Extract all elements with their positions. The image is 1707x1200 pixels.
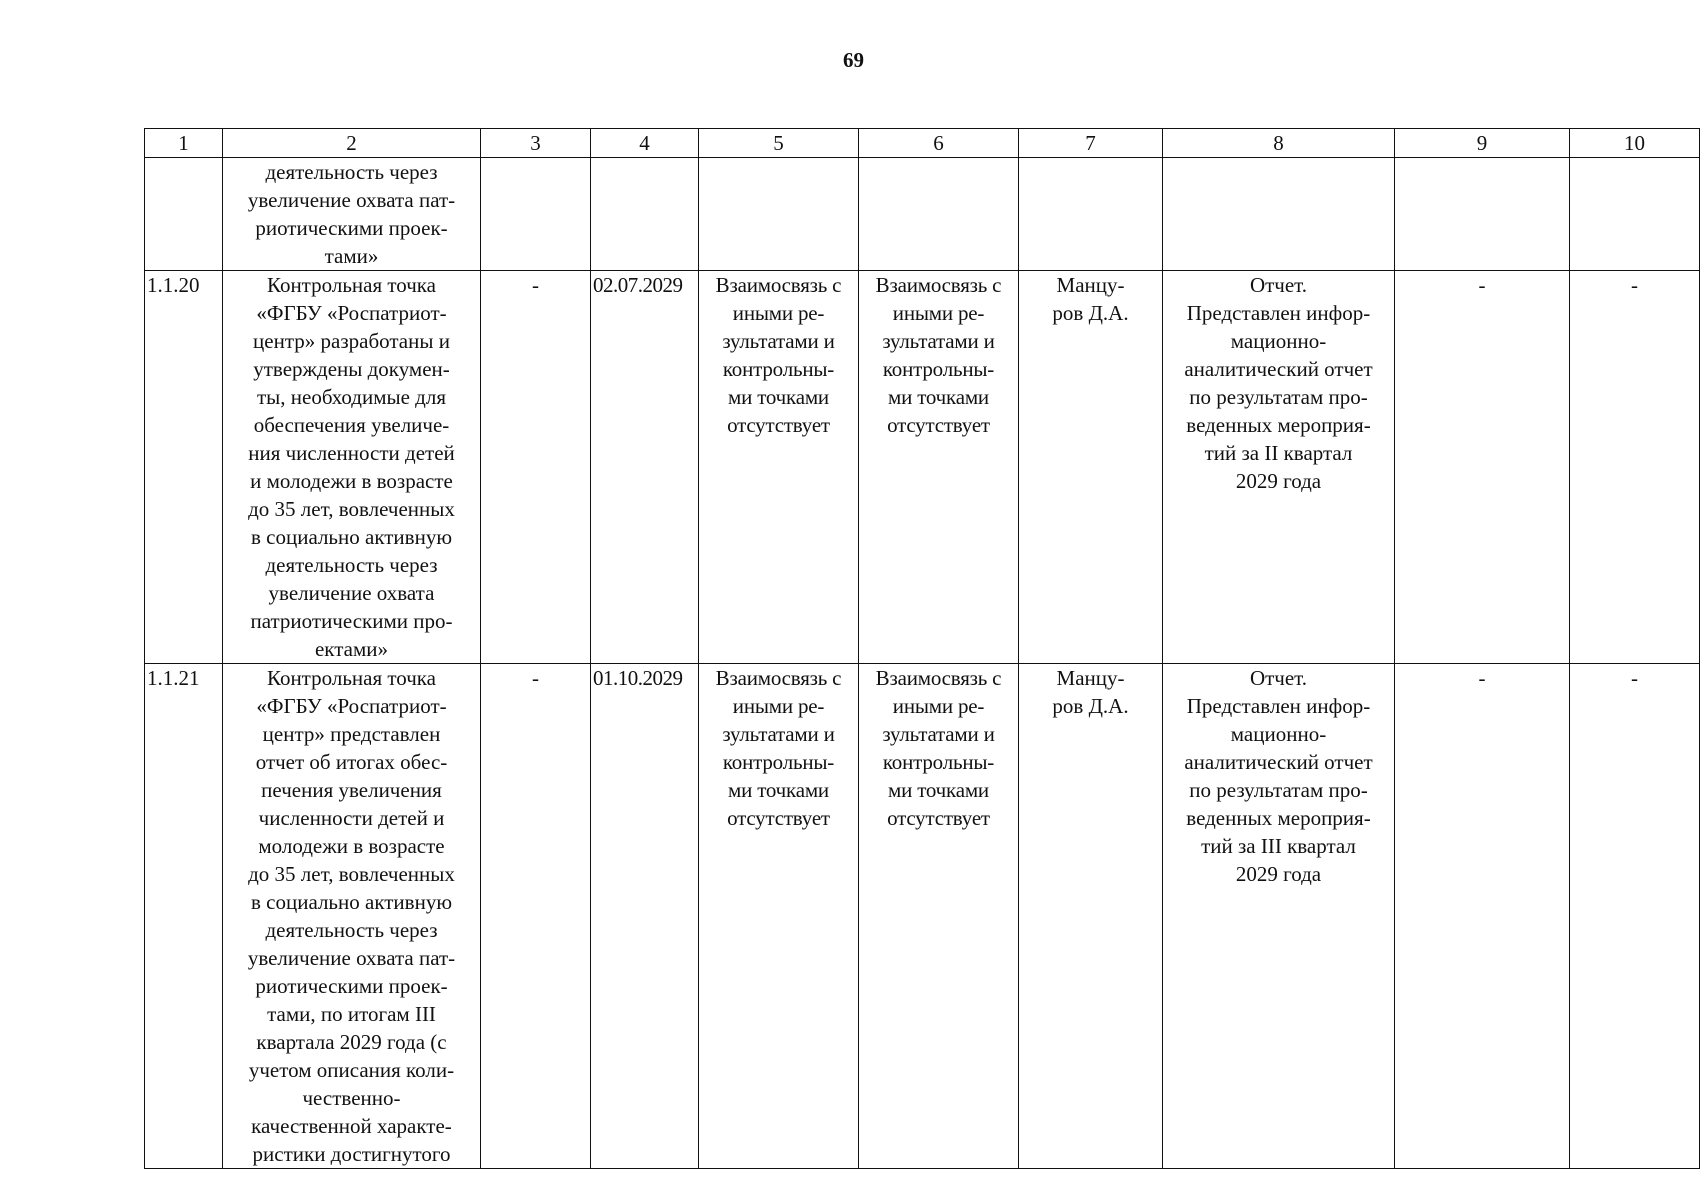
result-cell <box>1163 158 1395 271</box>
relation-line: отсутствует <box>727 806 830 830</box>
header-col-7: 7 <box>1019 129 1163 158</box>
description-line: Контрольная точка <box>266 273 436 297</box>
description-line: риотическими проек- <box>255 216 448 240</box>
description-line: и молодежи в возрасте <box>250 469 453 493</box>
header-col-10: 10 <box>1570 129 1700 158</box>
relation-results-cell <box>699 271 859 664</box>
description-line: в социально активную <box>250 525 453 549</box>
responsible-line: ров Д.А. <box>1052 694 1129 718</box>
plan-table <box>144 128 1700 1169</box>
header-col-1: 1 <box>145 129 223 158</box>
relation-points-cell <box>859 271 1019 664</box>
relation-line: контрольны- <box>882 357 995 381</box>
result-line: по результатам про- <box>1189 778 1368 802</box>
col9-cell: - <box>1395 271 1570 664</box>
description-line: деятельность через <box>265 160 438 184</box>
description-line: ты, необходимые для <box>256 385 447 409</box>
result-line: веденных мероприя- <box>1186 413 1371 437</box>
description-line: численности детей и <box>258 806 445 830</box>
description-line: отчет об итогах обес- <box>255 750 448 774</box>
col10-cell: - <box>1570 271 1700 664</box>
description-line: деятельность через <box>265 553 438 577</box>
description-line: печения увеличения <box>261 778 442 802</box>
header-col-6: 6 <box>859 129 1019 158</box>
description-line: чественно- <box>302 1086 401 1110</box>
result-line: Представлен инфор- <box>1186 694 1371 718</box>
relation-line: иными ре- <box>732 301 825 325</box>
description-line: патриотическими про- <box>250 609 453 633</box>
result-line: Отчет. <box>1249 666 1308 690</box>
description-line: квартала 2029 года (с <box>256 1030 447 1054</box>
description-line: увеличение охвата пат- <box>247 188 456 212</box>
relation-line: иными ре- <box>732 694 825 718</box>
relation-line: Взаимосвязь с <box>875 273 1002 297</box>
relation-line: ми точками <box>728 778 829 802</box>
date-cell <box>591 158 699 271</box>
relation-line: отсутствует <box>727 413 830 437</box>
header-col-5: 5 <box>699 129 859 158</box>
result-line: аналитический отчет <box>1184 750 1373 774</box>
description-line: обеспечения увеличе- <box>253 413 450 437</box>
page-number: 69 <box>843 48 864 72</box>
relation-line: зультатами и <box>882 329 995 353</box>
responsible-line: Манцу- <box>1056 666 1125 690</box>
description-line: «ФГБУ «Роспатриот- <box>256 301 447 325</box>
description-cell <box>223 271 481 664</box>
description-cell <box>223 664 481 1169</box>
relation-line: зультатами и <box>722 329 835 353</box>
relation-points-cell <box>859 158 1019 271</box>
relation-line: Взаимосвязь с <box>715 666 842 690</box>
table-header-row <box>145 129 1700 158</box>
description-line: ния численности детей <box>248 441 455 465</box>
result-line: 2029 года <box>1235 862 1322 886</box>
relation-line: отсутствует <box>887 806 990 830</box>
date-cell: 01.10.2029 <box>591 664 699 1169</box>
col3-cell <box>481 158 591 271</box>
col10-cell: - <box>1570 664 1700 1169</box>
col3-cell: - <box>481 664 591 1169</box>
relation-points-cell <box>859 664 1019 1169</box>
relation-line: иными ре- <box>892 301 985 325</box>
responsible-line: Манцу- <box>1056 273 1125 297</box>
col9-cell <box>1395 158 1570 271</box>
description-line: тами, по итогам III <box>267 1002 436 1026</box>
row-number-cell: 1.1.20 <box>145 271 223 664</box>
description-line: увеличение охвата пат- <box>247 946 456 970</box>
result-cell <box>1163 271 1395 664</box>
description-line: учетом описания коли- <box>248 1058 455 1082</box>
description-line: до 35 лет, вовлеченных <box>248 497 455 521</box>
relation-line: контрольны- <box>882 750 995 774</box>
responsible-line: ров Д.А. <box>1052 301 1129 325</box>
result-line: тий за III квартал <box>1201 834 1356 858</box>
header-col-2: 2 <box>223 129 481 158</box>
row-number-cell: 1.1.21 <box>145 664 223 1169</box>
description-line: деятельность через <box>265 918 438 942</box>
description-line: тами» <box>324 244 379 268</box>
description-line: до 35 лет, вовлеченных <box>248 862 455 886</box>
relation-line: иными ре- <box>892 694 985 718</box>
relation-results-cell <box>699 158 859 271</box>
date-cell: 02.07.2029 <box>591 271 699 664</box>
description-line: Контрольная точка <box>266 666 436 690</box>
responsible-cell <box>1019 664 1163 1169</box>
result-line: 2029 года <box>1235 469 1322 493</box>
result-line: тий за II квартал <box>1204 441 1353 465</box>
description-line: в социально активную <box>250 890 453 914</box>
header-col-9: 9 <box>1395 129 1570 158</box>
description-line: увеличение охвата <box>268 581 435 605</box>
relation-line: Взаимосвязь с <box>715 273 842 297</box>
header-col-3: 3 <box>481 129 591 158</box>
result-line: мационно- <box>1230 329 1327 353</box>
relation-line: ми точками <box>888 778 989 802</box>
col9-cell: - <box>1395 664 1570 1169</box>
description-line: утверждены докумен- <box>253 357 450 381</box>
relation-line: ми точками <box>728 385 829 409</box>
result-line: Представлен инфор- <box>1186 301 1371 325</box>
relation-line: Взаимосвязь с <box>875 666 1002 690</box>
description-line: центр» разработаны и <box>253 329 450 353</box>
col3-cell: - <box>481 271 591 664</box>
description-line: «ФГБУ «Роспатриот- <box>256 694 447 718</box>
relation-line: контрольны- <box>722 357 835 381</box>
result-line: веденных мероприя- <box>1186 806 1371 830</box>
description-line: центр» представлен <box>262 722 441 746</box>
relation-line: ми точками <box>888 385 989 409</box>
header-col-4: 4 <box>591 129 699 158</box>
row-number-cell <box>145 158 223 271</box>
result-cell <box>1163 664 1395 1169</box>
header-col-8: 8 <box>1163 129 1395 158</box>
table-row <box>145 271 1700 664</box>
description-line: качественной характе- <box>251 1114 452 1138</box>
table-row <box>145 664 1700 1169</box>
relation-line: контрольны- <box>722 750 835 774</box>
result-line: по результатам про- <box>1189 385 1368 409</box>
table-row <box>145 158 1700 271</box>
description-cell <box>223 158 481 271</box>
description-line: риотическими проек- <box>255 974 448 998</box>
description-line: молодежи в возрасте <box>258 834 445 858</box>
relation-line: зультатами и <box>722 722 835 746</box>
responsible-cell <box>1019 271 1163 664</box>
description-line: ристики достигнутого <box>252 1142 451 1166</box>
col10-cell <box>1570 158 1700 271</box>
result-line: мационно- <box>1230 722 1327 746</box>
relation-results-cell <box>699 664 859 1169</box>
result-line: аналитический отчет <box>1184 357 1373 381</box>
description-line: ектами» <box>314 637 389 661</box>
responsible-cell <box>1019 158 1163 271</box>
result-line: Отчет. <box>1249 273 1308 297</box>
relation-line: зультатами и <box>882 722 995 746</box>
relation-line: отсутствует <box>887 413 990 437</box>
